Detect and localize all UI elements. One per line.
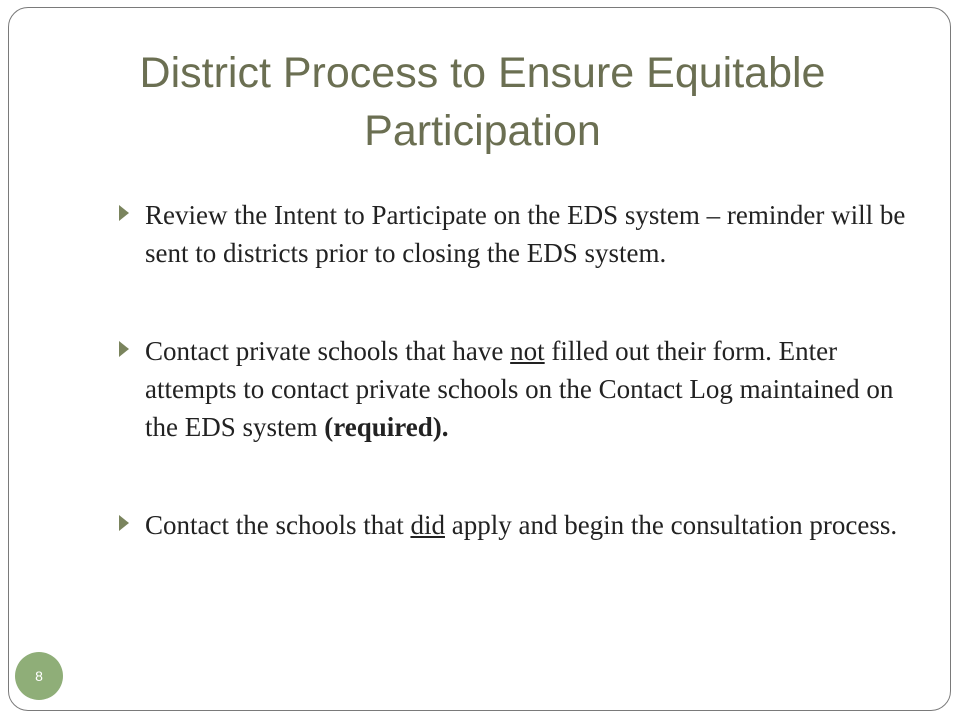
bullet-text: Review the Intent to Participate on the EDS system – reminder will be sent to districts prior to closing the EDS system.: [145, 200, 906, 268]
bullet-text-start: Contact the schools that: [145, 510, 411, 540]
bullet-arrow-icon: [119, 341, 129, 357]
underlined-word-not: not: [510, 336, 545, 366]
bullet-item-contact-private-schools: [117, 332, 907, 446]
bullet-item-review-intent: [117, 196, 907, 272]
required-label: (required).: [324, 412, 449, 442]
slide-title: District Process to Ensure Equitable Participation: [139, 49, 826, 155]
page-number-badge: 8: [15, 652, 63, 700]
bullet-text-middle: filled out their form. Enter attempts to contact private schools on the Contact Log maintained on the EDS system: [145, 336, 894, 442]
bullet-text-end: apply and begin the consultation process.: [444, 510, 898, 540]
bullet-arrow-icon: [119, 515, 129, 531]
underlined-word-did: did: [410, 510, 445, 540]
bullet-item-contact-applied-schools: [117, 506, 907, 544]
bullet-list: [117, 196, 907, 544]
bullet-arrow-icon: [119, 205, 129, 221]
bullet-text-start: Contact private schools that have: [145, 336, 511, 366]
